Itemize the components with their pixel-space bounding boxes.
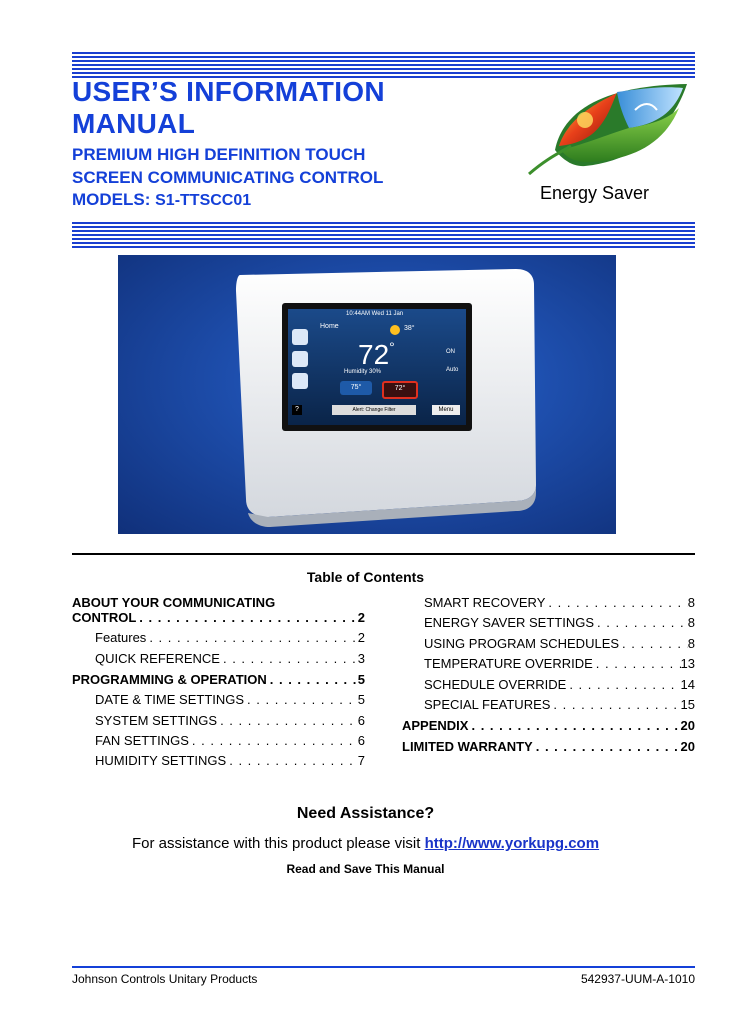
toc-entry-control[interactable] [72,610,365,625]
toc-entry-smart-recovery[interactable] [424,595,695,610]
toc-entry-page: 2 [357,630,365,645]
screen-indoor-temp-degree: ° [389,339,395,355]
toc-entry-page: 7 [357,753,365,768]
toc-entry-page: 14 [680,677,695,692]
toc-leader-dots [533,739,681,754]
toc-entry-label: SPECIAL FEATURES [424,697,551,712]
screen-heat-setpoint: 72° [394,385,406,392]
toc-leader-dots [594,615,688,630]
toc-entry-energy-saver[interactable] [424,615,695,630]
toc-entry-page: 6 [357,713,365,728]
toc-entry-label: Features [95,630,147,645]
screen-fan-auto: Auto [446,367,459,373]
energy-saver-leaf-logo [525,80,693,176]
assistance-title: Need Assistance? [296,805,435,822]
clock-icon[interactable] [292,373,308,389]
screen-alert-button[interactable]: Alert: Change Filter [332,405,416,415]
section-divider [72,553,695,555]
read-save-notice: Read and Save This Manual [286,862,445,876]
document-title [72,76,385,140]
toc-entry-temperature-override[interactable] [424,656,695,671]
screen-cool-setpoint: 75° [350,384,362,391]
toc-left-column [72,595,365,775]
footer-document-number: 542937-UUM-A-1010 [580,972,695,986]
toc-entry-page: 3 [357,651,365,666]
toc-entry-page: 5 [357,672,365,687]
toc-entry-fan[interactable] [95,733,365,748]
toc-entry-system[interactable] [95,713,365,728]
toc-entry-label: HUMIDITY SETTINGS [95,753,227,768]
toc-right-column [402,595,695,765]
footer-company: Johnson Controls Unitary Products [72,972,258,986]
thermometer-icon[interactable] [292,351,308,367]
toc-entry-label: PROGRAMMING & OPERATION [72,672,267,687]
toc-entry-label: SYSTEM SETTINGS [95,713,218,728]
subtitle-line-2: SCREEN COMMUNICATING CONTROL [72,168,384,187]
toc-entry-page: 8 [687,615,695,630]
toc-entry-page: 2 [357,610,365,625]
toc-entry-page: 15 [680,697,695,712]
toc-entry-label: DATE & TIME SETTINGS [95,692,245,707]
toc-leader-dots [146,630,357,645]
toc-entry-program-schedules[interactable] [424,636,695,651]
toc-entry-page: 6 [357,733,365,748]
sun-icon [390,325,400,335]
toc-entry-programming[interactable] [72,672,365,687]
models-line [72,190,251,210]
toc-entry-page: 5 [357,692,365,707]
energy-saver-caption: Energy Saver [540,183,650,203]
toc-leader-dots [267,672,358,687]
toc-entry-page: 20 [680,718,695,733]
screen-heat-setpoint-button[interactable] [382,381,418,399]
toc-entry-label: APPENDIX [402,718,469,733]
toc-title: Table of Contents [306,569,425,585]
toc-entry-label: CONTROL [72,610,137,625]
assistance-sentence: For assistance with this product please visit [131,835,421,852]
toc-entry-humidity[interactable] [95,753,365,768]
toc-leader-dots [189,733,358,748]
toc-entry-page: 20 [680,739,695,754]
models-value: S1-TTSCC01 [155,192,252,209]
toc-entry-label: SMART RECOVERY [424,595,546,610]
toc-entry-label: TEMPERATURE OVERRIDE [424,656,593,671]
toc-leader-dots [226,753,358,768]
home-icon[interactable] [292,329,308,345]
toc-leader-dots [136,610,357,625]
screen-location: Home [320,323,339,330]
toc-leader-dots [550,697,680,712]
screen-time: 10:44AM Wed 11 Jan [346,311,404,317]
toc-entry-date-time[interactable] [95,692,365,707]
toc-entry-features[interactable] [95,630,365,645]
screen-fan-mode: ON [446,349,455,355]
toc-entry-page: 13 [680,656,695,671]
toc-entry-label: QUICK REFERENCE [95,651,220,666]
thermostat-photo [118,255,616,534]
models-label: MODELS: [72,190,151,209]
toc-entry-label: USING PROGRAM SCHEDULES [424,636,620,651]
screen-indoor-temp [358,339,395,371]
top-stripe-decoration [72,52,695,78]
toc-entry-label: SCHEDULE OVERRIDE [424,677,567,692]
toc-leader-dots [244,692,358,707]
subtitle-line-1: PREMIUM HIGH DEFINITION TOUCH [72,145,366,164]
toc-leader-dots [545,595,687,610]
title-line-1: USER’S INFORMATION [72,76,385,107]
bottom-stripe-decoration [72,222,695,248]
screen-menu-button[interactable]: Menu [432,405,460,415]
support-website-link[interactable]: http://www.yorkupg.com [424,835,600,852]
toc-entry-schedule-override[interactable] [424,677,695,692]
toc-leader-dots [593,656,681,671]
screen-indoor-temp-value: 72 [358,339,390,370]
toc-leader-dots [619,636,688,651]
document-subtitle [72,143,383,189]
screen-humidity: Humidity 30% [344,369,382,375]
title-line-2: MANUAL [72,108,196,139]
toc-leader-dots [217,713,358,728]
screen-cool-setpoint-button[interactable] [340,381,372,395]
toc-entry-appendix[interactable] [402,718,695,733]
toc-leader-dots [468,718,680,733]
assistance-text [0,835,731,852]
toc-entry-limited-warranty[interactable] [402,739,695,754]
toc-entry-page: 8 [687,595,695,610]
toc-entry-about[interactable] [72,595,365,610]
toc-entry-label: LIMITED WARRANTY [402,739,533,754]
footer-rule [72,966,695,968]
toc-entry-page: 8 [687,636,695,651]
toc-entry-special-features[interactable] [424,697,695,712]
screen-outdoor-temp: 38° [404,325,415,332]
toc-entry-quick-reference[interactable] [95,651,365,666]
toc-entry-label: FAN SETTINGS [95,733,189,748]
toc-leader-dots [566,677,680,692]
toc-entry-label: ENERGY SAVER SETTINGS [424,615,595,630]
toc-entry-label: ABOUT YOUR COMMUNICATING [72,595,276,610]
screen-help-button[interactable]: ? [292,405,302,415]
screen-side-icons [292,329,308,395]
toc-leader-dots [220,651,358,666]
